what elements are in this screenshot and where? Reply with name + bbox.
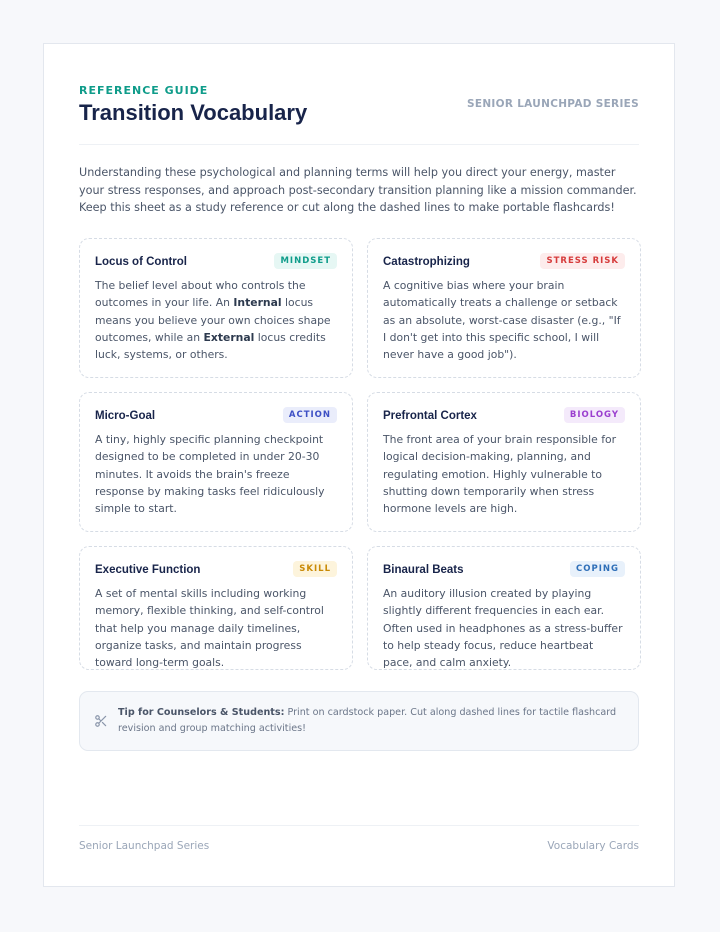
card-definition: The front area of your brain responsible for logical decision-making, planning, and regulating emotion. Highly vulnerable to shutting down temporarily when stress hormone levels are high. [383,433,617,516]
vocab-card [367,238,641,378]
page-header [79,84,639,145]
intro-paragraph: Understanding these psychological and planning terms will help you direct your energy, master your stress responses, and approach post-secondary transition planning like a mission commander. Keep this sheet as a study reference or cut along the dashed lines to make portable flashcards! [79,166,637,214]
page-sheet [43,43,675,887]
vocab-card [79,392,353,532]
card-definition: An auditory illusion created by playing slightly different frequencies in each ear. Often used in headphones as a stress-buffer to help steady focus, reduce heartbeat pace, and calm anxiety. [383,587,623,670]
card-tag: ACTION [283,407,337,423]
vocab-card [367,392,641,532]
vocab-card [79,546,353,670]
card-term: Locus of Control [95,256,187,268]
card-definition: The belief level about who controls the outcomes in your life. An Internal locus means you believe your own choices shape outcomes, while an External locus credits luck, systems, or others. [95,279,331,362]
page-content [79,44,639,886]
card-tag: MINDSET [274,253,337,269]
footer-right: Vocabulary Cards [547,840,639,852]
card-term: Binaural Beats [383,564,464,576]
tip-body: Print on cardstock paper. Cut along dashed lines for tactile flashcard revision and group matching activities! [118,707,617,734]
card-definition: A cognitive bias where your brain automatically treats a challenge or setback as an absolute, worst-case disaster (e.g., "If I don't get into this specific school, I will never have a good job"). [383,279,621,362]
vocab-card [79,238,353,378]
card-term: Prefrontal Cortex [383,410,477,422]
card-term: Catastrophizing [383,256,470,268]
scissors-icon [94,714,108,728]
card-tag: BIOLOGY [564,407,625,423]
card-tag: STRESS RISK [540,253,625,269]
card-term: Executive Function [95,564,201,576]
page-footer [79,825,639,852]
page-title: Transition Vocabulary [79,100,308,125]
card-tag: COPING [570,561,625,577]
footer-left: Senior Launchpad Series [79,840,210,852]
card-definition: A set of mental skills including working memory, flexible thinking, and self-control that help you manage daily timelines, organize tasks, and maintain progress toward long-term goals. [95,587,324,670]
vocab-card [367,546,641,670]
series-label: SENIOR LAUNCHPAD SERIES [467,98,639,110]
tip-text [118,705,618,737]
card-term: Micro-Goal [95,410,156,422]
tip-label: Tip for Counselors & Students: [118,707,285,718]
tip-callout [79,691,639,751]
card-tag: SKILL [293,561,337,577]
eyebrow-label: REFERENCE GUIDE [79,84,209,97]
card-definition: A tiny, highly specific planning checkpoint designed to be completed in under 20-30 minutes. It avoids the brain's freeze response by making tasks feel ridiculously simple to start. [95,433,325,516]
